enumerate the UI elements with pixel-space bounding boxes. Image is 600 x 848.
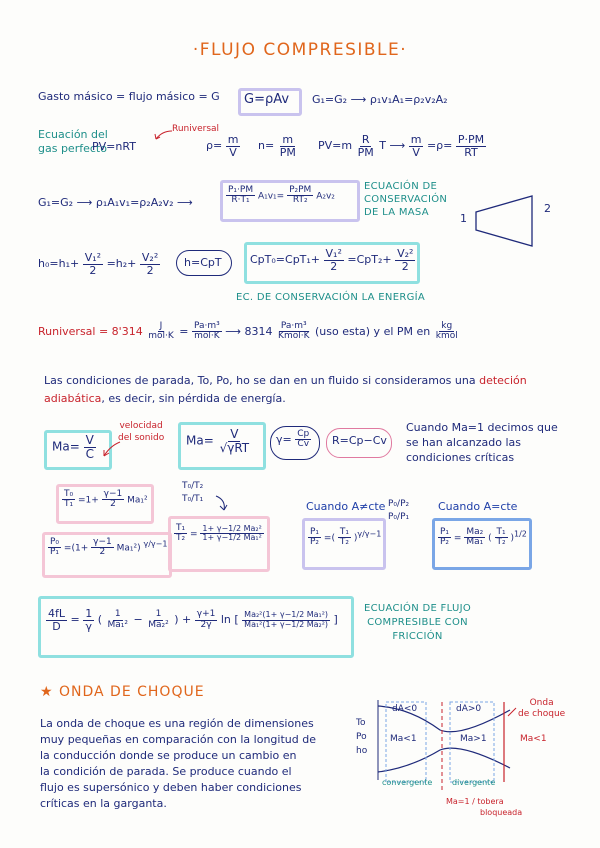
pne-den: P₂ (310, 537, 320, 548)
fr-ia-num: 1 (114, 609, 121, 620)
ru-f3-den: Kmol·K (278, 331, 310, 342)
pv-nrt: PV=nRT (92, 140, 136, 153)
p-ratio-label (388, 498, 409, 524)
n-num: m (282, 133, 294, 146)
ru-f3-num: Pa·m³ (280, 321, 307, 331)
fr-g-num: 1 (85, 607, 93, 620)
gamma-den: Cv (297, 439, 310, 450)
throat-label (446, 796, 522, 818)
diag-po: Po (356, 732, 367, 742)
nozzle-diagram (470, 190, 550, 250)
fr-eq1: = (70, 613, 80, 627)
mass-label-1: ECUACIÓN DE (364, 181, 438, 192)
page-title: ·FLUJO COMPRESIBLE· (192, 40, 408, 60)
pv-t: T (379, 139, 386, 153)
runiversal-line (38, 322, 460, 342)
mass-f2-num: P₂PM (289, 185, 312, 195)
mv-eq: =ρ= (426, 139, 453, 153)
t0-gden: 2 (110, 499, 116, 510)
friccion-label (364, 602, 471, 644)
ru-f1-den: mol·K (148, 331, 174, 342)
vel-line-2: del sonido (118, 433, 165, 443)
p0-formula (48, 538, 167, 558)
gas-perfecto-label-2: gas perfecto (38, 142, 107, 155)
pv-num: R (361, 133, 370, 146)
peq-mn: Ma₂ (466, 527, 484, 537)
mass-label-3: DE LA MASA (364, 207, 429, 218)
p0-gnum: γ−1 (93, 537, 112, 547)
mach-lhs: Ma= (52, 439, 80, 454)
peq-mid: = (453, 533, 462, 544)
parada-line2-b: , es decir, sin pérdida de energía. (101, 392, 286, 405)
p0-exp: γ/γ−1 (143, 539, 168, 549)
runiversal-arrow-icon (150, 128, 174, 142)
energy-box-a: CpT₀=CpT₁+ (250, 253, 321, 267)
pv-lhs: PV=m (318, 139, 353, 153)
energy-v2-den: 2 (146, 263, 154, 277)
critical-1: Cuando Ma=1 decimos que (406, 421, 558, 434)
rho-lhs: ρ= (206, 139, 223, 153)
r-formula: R=Cp−Cv (332, 434, 387, 447)
nozzle-label-1: 1 (460, 212, 467, 225)
ru-f1-num: J (159, 321, 163, 331)
rho-num: m (227, 133, 239, 146)
energy-lhs-a: h₀=h₁+ (38, 257, 80, 271)
dA-pos: dA>0 (456, 704, 482, 714)
throat-label-1: Ma=1 / tobera (446, 797, 504, 806)
pne-num: P₁ (310, 527, 320, 537)
cuando-a-eq: Cuando A=cte (438, 500, 518, 513)
n-den: PM (279, 145, 296, 159)
gamma-num: Cp (297, 429, 310, 439)
peq-td: T₂ (496, 537, 506, 548)
ratio-label-1: T₀/T₂ (182, 481, 204, 491)
peq-tn: T₁ (496, 527, 506, 537)
pne-formula: $\frac{\text{P₁}}{\text{P₂}}$ =( $\frac{\text{T₁}}{\text{T₂}}$ )$^{\gamma/\gamma-1}$ (310, 527, 382, 548)
gamma-lhs: γ= (276, 432, 292, 446)
gasto-formula: G=ρAv (244, 92, 290, 107)
energy-formula (250, 248, 415, 272)
nozzle-label-2: 2 (544, 202, 551, 215)
pne-rhs: =( (323, 533, 335, 544)
pne-exp: γ/γ−1 (357, 529, 382, 539)
mach2-num: V (230, 427, 239, 441)
onda-heading: ★ ONDA DE CHOQUE (40, 684, 205, 700)
ru-f4-den: kmol (435, 331, 458, 342)
peq-md: Ma₁ (466, 537, 484, 548)
peq-formula: $\frac{\text{P₁}}{\text{P₂}}$ = $\frac{\text{Ma₂}}{\text{Ma₁}}$ ( $\frac{\text{T₁}}{\text{T₂}}$ )$^{1/2}$ (440, 527, 527, 548)
ru-f2-num: Pa·m³ (193, 321, 220, 331)
fr-ln-num: Ma₂²(1+ γ−1/2 Ma₁²) (244, 610, 329, 620)
fr-lhs-den: D (52, 619, 61, 633)
onda-p3: la conducción donde se produce un cambio en (40, 749, 297, 762)
runiversal-note: Runiversal (172, 124, 220, 134)
energy-box-v2n: V₂² (397, 247, 414, 260)
critical-2: se han alcanzado las (406, 436, 521, 449)
energy-box-v1d: 2 (330, 259, 338, 273)
vel-line-1: velocidad (119, 421, 163, 431)
diag-to: To (356, 718, 366, 728)
t1t2-formula: $\frac{\text{T₁}}{\text{T₂}}$ = $\frac{\text{1+ γ−1/2 Ma₂²}}{\text{1+ γ−1/2 Ma₁²}}$ (176, 523, 262, 544)
mass-f1-den: R·T₁ (231, 195, 250, 206)
parada-line1-a: Las condiciones de parada, To, Po, ho se dan en un fluido si consideramos una (44, 374, 476, 387)
mach-formula (52, 434, 96, 460)
gasto-text: Gasto másico = flujo másico = G (38, 90, 220, 103)
t1t2-den: T₂ (176, 533, 186, 544)
vel-sonido-note (118, 420, 164, 444)
pv-den: PM (357, 145, 374, 159)
fr-ia-den: Ma₁² (107, 619, 129, 630)
ru-eq: = (179, 324, 189, 338)
critical-3: condiciones críticas (406, 451, 515, 464)
t0-formula (62, 490, 148, 510)
onda-p4: la condición de parada. Se produce cuando el (40, 765, 292, 778)
mass-mid1: A₁v₁= (257, 191, 285, 202)
dA-neg: dA<0 (392, 704, 418, 714)
mach-num: V (85, 433, 94, 447)
ratio-label-2: T₀/T₁ (182, 494, 204, 504)
mass-mid2: A₂v₂ (316, 191, 335, 202)
fr-ln-den: Ma₁²(1+ γ−1/2 Ma₂²) (244, 619, 329, 629)
onda-p1: La onda de choque es una región de dimensiones (40, 717, 314, 730)
gamma-formula (276, 430, 311, 450)
energy-lhs (38, 252, 160, 276)
nozzle-bottom-wall (378, 748, 510, 772)
ppm-den: RT (464, 145, 478, 159)
ru-f2-den: mol·K (194, 331, 220, 342)
ma-gt1: Ma>1 (460, 734, 487, 744)
onda-p2: muy pequeñas en comparación con la longitud de (40, 733, 316, 746)
pv-arrow: ⟶ (389, 139, 406, 153)
diag-ho: ho (356, 746, 368, 756)
energy-v2-num: V₂² (141, 251, 159, 264)
t0-gnum: γ−1 (103, 489, 123, 499)
divergente-label: divergente (452, 778, 496, 787)
mass-label (364, 180, 447, 219)
t0-den: T₁ (64, 499, 74, 510)
ppm-num: P·PM (457, 133, 485, 146)
t1t2-bot: 1+ γ−1/2 Ma₁² (202, 533, 262, 543)
pv-mrt-formula (318, 134, 486, 158)
mass-f2-den: RT₂ (292, 195, 308, 206)
ru-val: 8314 (244, 324, 273, 338)
fr-ln: ln (220, 613, 231, 627)
convergente-label: convergente (382, 778, 433, 787)
fr-ib-den: Ma₂² (148, 619, 169, 630)
ru-f4-num: kg (441, 321, 453, 331)
p-ratio-2: P₀/P₁ (388, 512, 410, 522)
throat-label-2: bloqueada (480, 808, 523, 817)
t1t2-top: 1+ γ−1/2 Ma₂² (202, 524, 262, 534)
ma-lt1-right: Ma<1 (520, 734, 547, 744)
energy-box-v2d: 2 (401, 259, 409, 273)
mach-sqrt-formula (186, 428, 251, 454)
fr-label-3: FRICCIÓN (392, 631, 443, 642)
pne-tn: T₁ (339, 527, 349, 537)
p0-rhs: =(1+ (63, 543, 89, 554)
peq-den: P₂ (440, 537, 450, 548)
energy-v1-num: V₁² (84, 251, 102, 264)
energy-label: EC. DE CONSERVACIÓN LA ENERGÍA (236, 292, 426, 303)
pne-td: T₂ (339, 537, 349, 548)
onda-paragraph (40, 716, 340, 812)
p-ratio-1: P₀/P₂ (388, 499, 410, 509)
n-lhs: n= (258, 139, 275, 153)
friccion-formula: $\frac{4fL}{D}$ = $\frac{1}{\gamma}$ ( $\frac{1}{\text{Ma₁²}}$ − $\frac{1}{\text{Ma₂²}}$ ) + $\frac{\gamma+1}{2\gamma}$ ln [ $\frac{\text{Ma₂²(1+ γ−1/2 Ma₁²)}}{\text{Ma₁²(1+ γ−1/2 Ma₂²)}}$ ] (48, 607, 338, 633)
parada-paragraph (44, 372, 564, 408)
p0-den: P₁ (50, 547, 60, 558)
peq-exp: 1/2 (514, 529, 527, 539)
ratio-arrow-icon (212, 494, 232, 514)
continuity-eq: G₁=G₂ ⟶ ρ₁v₁A₁=ρ₂v₂A₂ (312, 93, 448, 106)
energy-mid: =h₂+ (106, 257, 137, 271)
p0-ma: Ma₁²) (116, 543, 141, 554)
p0-gden: 2 (99, 547, 106, 558)
energy-box-b: =CpT₂+ (347, 253, 392, 267)
mv-den: V (412, 145, 420, 159)
t0-num: T₀ (64, 489, 74, 499)
cuando-a-ne: Cuando A≠cte (306, 500, 386, 513)
mass-f1-num: P₁·PM (228, 185, 254, 195)
energy-v1-den: 2 (89, 263, 97, 277)
ru-note: (uso esta) y el PM en (315, 324, 431, 338)
t0-rhs-a: =1+ (77, 495, 99, 506)
fr-k-num: γ+1 (196, 609, 216, 620)
mach-den: C (85, 446, 94, 461)
mass-label-2: CONSERVACIÓN (364, 194, 448, 205)
fr-label-1: ECUACIÓN DE FLUJO (364, 603, 472, 614)
mach2-den: √γRT (219, 440, 250, 455)
shock-arrow-icon (508, 708, 516, 716)
h-cp: h=CpT (184, 256, 222, 269)
fr-ib-num: 1 (155, 609, 162, 620)
mv-num: m (410, 133, 422, 146)
ratio-label (182, 480, 203, 506)
energy-box-v1n: V₁² (325, 247, 342, 260)
mass-lhs: G₁=G₂ ⟶ ρ₁A₁v₁=ρ₂A₂v₂ ⟶ (38, 196, 193, 209)
fr-label-2: COMPRESIBLE CON (367, 617, 468, 628)
rho-formula (206, 134, 240, 158)
rho-den: V (229, 145, 237, 159)
runiversal-lhs: Runiversal = 8'314 (38, 324, 143, 338)
peq-num: P₁ (440, 527, 450, 537)
fr-g-den: γ (85, 619, 92, 633)
ma-lt1-left: Ma<1 (390, 734, 417, 744)
onda-label (518, 698, 565, 720)
parada-line2-a: adiabática (44, 392, 102, 405)
gas-perfecto-label-1: Ecuación del (38, 128, 108, 141)
ru-arrow: ⟶ (225, 324, 242, 338)
mass-formula (226, 186, 335, 206)
fr-plus: + (182, 613, 192, 627)
mach2-lhs: Ma= (186, 433, 214, 448)
critical-note (406, 420, 558, 465)
n-formula (258, 134, 298, 158)
diag-stag-labels (356, 716, 367, 758)
onda-p5: flujo es supersónico y deben haber condiciones (40, 781, 302, 794)
t0-ma: Ma₁² (127, 495, 148, 506)
onda-label-2: de choque (518, 709, 566, 719)
onda-p6: críticas en la garganta. (40, 797, 167, 810)
vel-arrow-icon (100, 440, 122, 460)
t1t2-num: T₁ (176, 523, 186, 533)
p0-num: P₀ (50, 537, 60, 547)
fr-lhs-num: 4fL (48, 607, 65, 620)
parada-line1-b: deteción (479, 374, 527, 387)
onda-label-1: Onda (529, 698, 554, 708)
fr-k-den: 2γ (200, 619, 212, 630)
